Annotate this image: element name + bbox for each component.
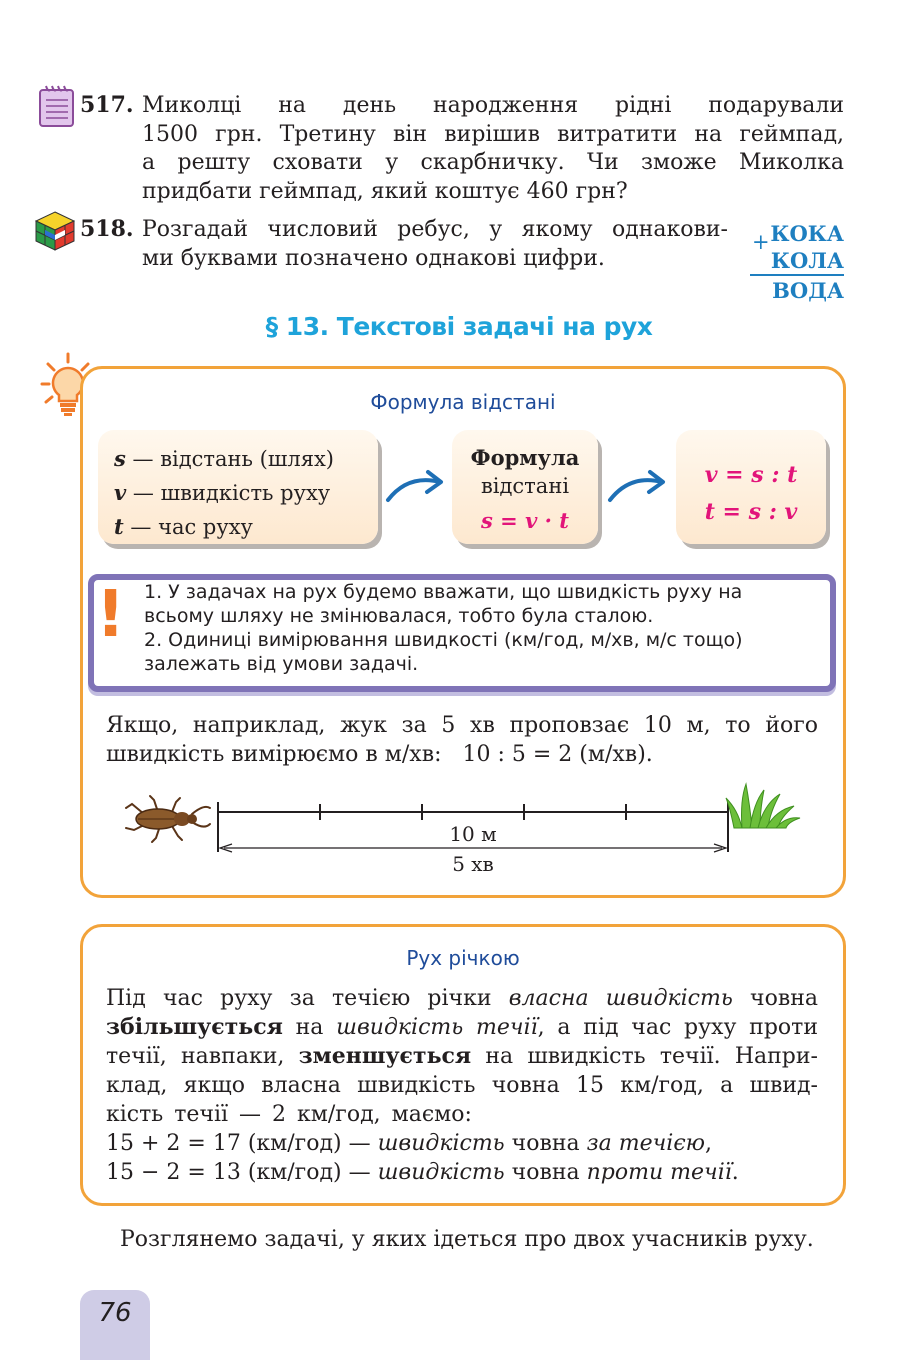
river-line-5: кість течії — 2 км/год, маємо: — [106, 1102, 472, 1127]
definition-s — [114, 442, 334, 476]
note-text — [144, 580, 820, 676]
river-line-7 — [106, 1158, 818, 1187]
river-line-7-e: . — [731, 1160, 739, 1185]
note-line-2: всьому шляху не змінювалася, тобто була сталою. — [144, 605, 654, 627]
problem-517-number: 517. — [80, 92, 134, 118]
distance-formula-content — [452, 443, 598, 535]
current-speed-term: швидкість течії — [336, 1015, 538, 1040]
distance-formula-title-2: відстані — [480, 474, 570, 498]
arrow-icon-1 — [384, 466, 446, 506]
definitions-list — [114, 442, 334, 544]
section-title: § 13. Текстові задачі на рух — [265, 312, 653, 341]
river-line-6-c: човна — [504, 1131, 587, 1156]
definition-v — [114, 476, 334, 510]
exclamation-icon: ! — [96, 578, 126, 652]
problem-518-text — [142, 216, 728, 273]
problem-517-line-2: 1500 грн. Третину він вирішив витратити на геймпад, — [142, 121, 844, 147]
rebus-result: ВОДА — [772, 278, 844, 303]
rubik-cube-icon — [34, 210, 76, 252]
definition-v-text: — швидкість руху — [132, 481, 331, 505]
increases-term: збільшується — [106, 1014, 283, 1040]
river-line-2-d: , а під час руху проти — [537, 1015, 818, 1040]
rebus-row-2: КОЛА — [770, 248, 844, 273]
distance-formula: s = v · t — [481, 508, 569, 533]
rebus-plus-sign: + — [752, 230, 770, 254]
derived-formulas — [676, 457, 826, 531]
problem-517-text — [142, 92, 844, 206]
river-line-3-a: течії, навпаки, — [106, 1044, 299, 1069]
downstream-term: за течією — [586, 1131, 706, 1156]
river-line-6-b: швидкість — [377, 1131, 505, 1156]
river-line-3-c: на швидкість течії. Напри- — [471, 1044, 818, 1069]
river-line-4: клад, якщо власна швидкість човна 15 км/год, а швид- — [106, 1073, 818, 1098]
river-line-1 — [106, 984, 818, 1013]
river-line-2 — [106, 1013, 818, 1042]
example-line-1: Якщо, наприклад, жук за 5 хв проповзає 10 м, то його — [106, 713, 818, 738]
river-box-text — [106, 984, 818, 1187]
river-line-6-a: 15 + 2 = 17 (км/год) — — [106, 1131, 378, 1156]
river-line-7-a: 15 − 2 = 13 (км/год) — — [106, 1160, 378, 1185]
problem-518-number: 518. — [80, 216, 134, 242]
problem-518-line-1: Розгадай числовий ребус, у якому однакови- — [142, 217, 728, 242]
problem-517-line-3: а решту сховати у скарбничку. Чи зможе Миколка — [142, 150, 844, 175]
grass-icon — [724, 780, 802, 830]
definition-s-text: — відстань (шлях) — [132, 447, 335, 471]
page-number: 76 — [80, 1290, 150, 1360]
formula-box-heading: Формула відстані — [370, 390, 556, 414]
upstream-term: проти течії — [586, 1160, 732, 1185]
decreases-term: зменшується — [298, 1043, 472, 1069]
definition-v-symbol: v — [114, 480, 127, 505]
river-line-7-c: човна — [504, 1160, 587, 1185]
definition-t — [114, 510, 334, 544]
arrow-icon-2 — [606, 466, 668, 506]
river-line-6 — [106, 1129, 818, 1158]
time-formula: t = s : v — [704, 499, 798, 525]
definition-t-text: — час руху — [130, 515, 253, 539]
own-speed-term: власна швидкість — [508, 986, 733, 1011]
distance-formula-title-1: Формула — [470, 445, 580, 470]
note-line-1: 1. У задачах на рух будемо вважати, що швидкість руху на — [144, 581, 743, 603]
river-line-3 — [106, 1042, 818, 1071]
problem-517-line-1: Миколці на день народження рідні подарували — [142, 93, 844, 118]
example-text — [106, 711, 818, 769]
note-line-3: 2. Одиниці вимірювання швидкості (км/год, м/хв, м/с тощо) — [144, 629, 743, 651]
velocity-formula: v = s : t — [704, 462, 798, 488]
river-line-1-a: Під час руху за течією річки — [106, 986, 509, 1011]
problem-518-line-2: ми буквами позначено однакові цифри. — [142, 245, 605, 271]
rebus-row-1: КОКА — [770, 221, 844, 246]
footer-text: Розглянемо задачі, у яких ідеться про двох учасників руху. — [120, 1227, 814, 1252]
river-line-2-b: на — [282, 1015, 337, 1040]
note-line-4: залежать від умови задачі. — [144, 653, 419, 675]
time-label: 5 хв — [452, 852, 494, 876]
problem-517-line-4: придбати геймпад, який коштує 460 грн? — [142, 178, 628, 204]
river-box-heading: Рух річкою — [406, 946, 520, 970]
rebus — [746, 220, 844, 304]
definition-t-symbol: t — [114, 514, 124, 539]
river-line-1-c: човна — [732, 986, 818, 1011]
beetle-icon — [122, 790, 214, 846]
river-line-6-e: , — [705, 1131, 713, 1156]
distance-label: 10 м — [449, 822, 497, 846]
example-line-2: швидкість вимірюємо в м/хв: 10 : 5 = 2 (м/хв). — [106, 742, 653, 767]
rebus-line — [750, 274, 844, 276]
river-line-7-b: швидкість — [377, 1160, 505, 1185]
notebook-icon — [38, 84, 76, 128]
definition-s-symbol: s — [114, 446, 126, 471]
